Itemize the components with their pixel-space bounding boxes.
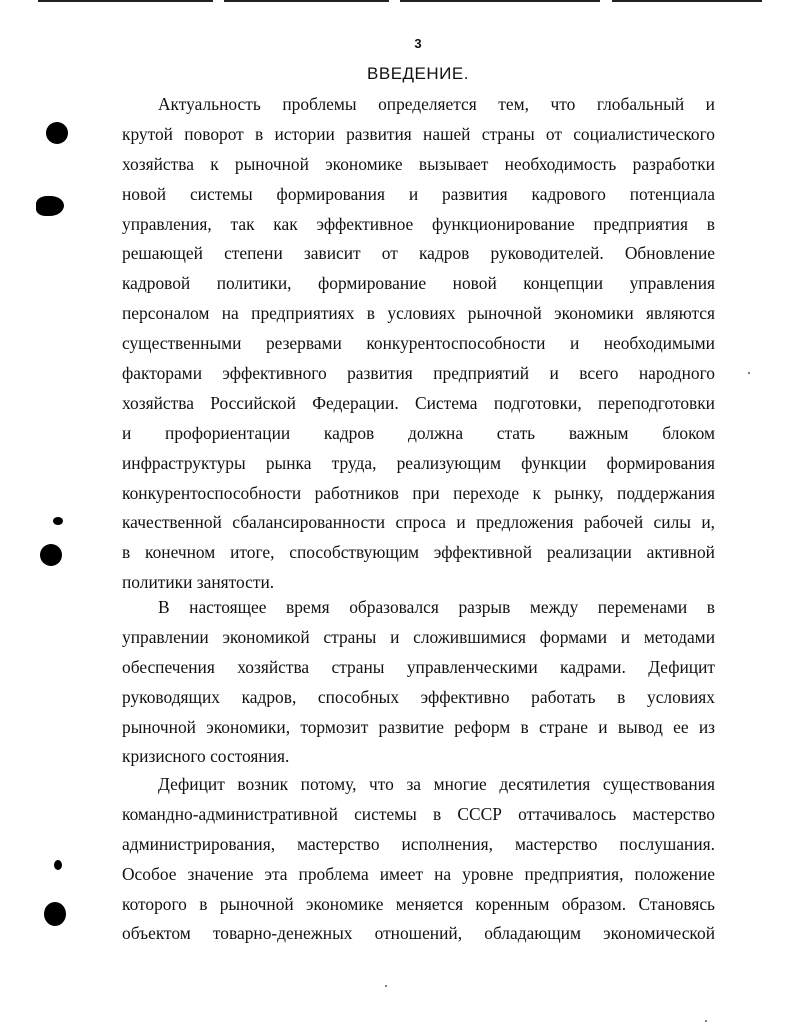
punch-hole-mark xyxy=(53,517,63,525)
text-line: качественной сбалансированности спроса и предложения рабочей силы и, xyxy=(122,512,715,533)
text-line: которого в рыночной экономике меняется коренным образом. Становясь xyxy=(122,893,715,914)
text-line: управления, так как эффективное функционирование предприятия в xyxy=(122,213,715,234)
text-line: в конечном итоге, способствующим эффективной реализации активной xyxy=(122,542,715,563)
text-line: кадровой политики, формирование новой концепции управления xyxy=(122,273,715,294)
top-border-rule xyxy=(400,0,600,2)
text-line: командно-административной системы в СССР оттачивалось мастерство xyxy=(122,803,715,824)
text-line: рыночной экономики, тормозит развитие реформ в стране и вывод ее из xyxy=(122,716,715,737)
text-line: новой системы формирования и развития кадрового потенциала xyxy=(122,183,715,204)
text-line: управлении экономикой страны и сложившимися формами и методами xyxy=(122,626,715,647)
text-line: руководящих кадров, способных эффективно работать в условиях xyxy=(122,686,715,707)
scan-speck xyxy=(748,372,750,374)
top-border-rule xyxy=(612,0,762,2)
punch-hole-mark xyxy=(54,860,62,870)
page-title: ВВЕДЕНИЕ. xyxy=(367,64,469,83)
text-line: Дефицит возник потому, что за многие десятилетия существования xyxy=(158,774,715,794)
text-line: обеспечения хозяйства страны управленческими кадрами. Дефицит xyxy=(122,656,715,677)
text-line: существенными резервами конкурентоспособности и необходимыми xyxy=(122,333,715,354)
text-line: факторами эффективного развития предприятий и всего народного xyxy=(122,363,715,384)
text-line: персоналом на предприятиях в условиях рыночной экономики являются xyxy=(122,303,715,324)
text-line: инфраструктуры рынка труда, реализующим функции формирования xyxy=(122,452,715,473)
scan-speck xyxy=(385,985,387,987)
text-line: Особое значение эта проблема имеет на уровне предприятия, положение xyxy=(122,863,715,884)
scan-speck xyxy=(705,1020,707,1022)
text-line: решающей степени зависит от кадров руководителей. Обновление xyxy=(122,243,715,264)
text-line: политики занятости. xyxy=(122,572,275,593)
text-line: крутой поворот в истории развития нашей страны от социалистического xyxy=(122,123,715,144)
text-line: администрирования, мастерство исполнения, мастерство послушания. xyxy=(122,833,715,854)
text-line: и профориентации кадров должна стать важным блоком xyxy=(122,422,715,443)
text-line: В настоящее время образовался разрыв между переменами в xyxy=(158,597,715,617)
text-line: хозяйства к рыночной экономике вызывает необходимость разработки xyxy=(122,153,715,174)
punch-hole-mark xyxy=(36,196,64,216)
punch-hole-mark xyxy=(44,902,66,926)
text-line: Актуальность проблемы определяется тем, что глобальный и xyxy=(158,94,715,114)
text-line: объектом товарно-денежных отношений, обладающим экономической xyxy=(122,923,715,944)
paragraph-2 xyxy=(122,593,715,772)
page-number: 3 xyxy=(414,36,422,51)
top-border-rule xyxy=(38,0,213,2)
paragraph-1 xyxy=(122,90,715,598)
punch-hole-mark xyxy=(40,544,62,566)
text-line: конкурентоспособности работников при переходе к рынку, поддержания xyxy=(122,482,715,503)
punch-hole-mark xyxy=(46,122,68,144)
top-border-rule xyxy=(224,0,389,2)
text-line: хозяйства Российской Федерации. Система подготовки, переподготовки xyxy=(122,392,715,413)
paragraph-3 xyxy=(122,770,715,949)
text-line: кризисного состояния. xyxy=(122,746,290,767)
